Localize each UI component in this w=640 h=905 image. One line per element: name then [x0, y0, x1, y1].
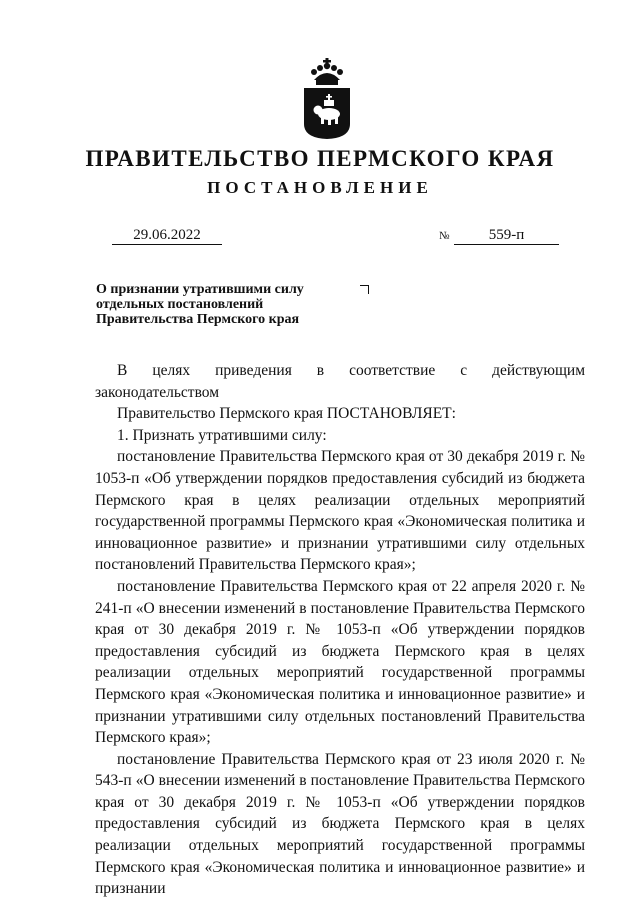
document-type: ПОСТАНОВЛЕНИЕ: [207, 178, 433, 197]
paragraph-resolves: Правительство Пермского края ПОСТАНОВЛЯЕТ:: [117, 405, 456, 423]
title-line: Правительства Пермского края: [96, 312, 300, 327]
paragraph-resolution-1053: постановление Правительства Пермского края от 30 декабря 2019 г. № 1053-п «Об утверждении порядков предоставления субсидий из бюджета Пермского края в целях реализации отдельных мероприятий государственной программы Пермского края «Экономическая политика и инновационное развитие» и признании утратившими силу отдельных постановлений Правительства Пермского края»;: [95, 448, 585, 574]
paragraph-intro-end: законодательством: [95, 383, 220, 401]
document-body: [95, 360, 585, 900]
organization-title: ПРАВИТЕЛЬСТВО ПЕРМСКОГО КРАЯ: [85, 146, 555, 171]
number-sign: №: [439, 230, 450, 242]
crown-icon: [311, 58, 343, 85]
paragraph-intro: В целях приведения в соответствие с действующим: [117, 362, 585, 379]
title-line: О признании утратившими силу: [96, 282, 304, 297]
document-number: 559-п: [454, 226, 559, 245]
title-corner-mark: [360, 285, 369, 294]
document-title: [96, 282, 356, 327]
title-line: отдельных постановлений: [96, 297, 264, 312]
perm-krai-coat-of-arms-icon: [302, 58, 352, 140]
document-date: 29.06.2022: [112, 226, 222, 245]
paragraph-resolution-241: постановление Правительства Пермского края от 22 апреля 2020 г. № 241-п «О внесении изменений в постановление Правительства Пермского края от 30 декабря 2019 г. № 1053-п «Об утверждении порядков предоставления субсидий из бюджета Пермского края в целях реализации отдельных мероприятий государственной программы Пермского края «Экономическая политика и инновационное развитие» и признании утратившими силу отдельных постановлений Правительства Пермского края»;: [95, 577, 585, 747]
paragraph-item-1: 1. Признать утратившими силу:: [117, 426, 327, 444]
paragraph-resolution-543: постановление Правительства Пермского края от 23 июля 2020 г. № 543-п «О внесении изменений в постановление Правительства Пермского края от 30 декабря 2019 г. № 1053-п «Об утверждении порядков предоставления субсидий из бюджета Пермского края в целях реализации отдельных мероприятий государственной программы Пермского края «Экономическая политика и инновационное развитие» и признании: [95, 750, 585, 898]
